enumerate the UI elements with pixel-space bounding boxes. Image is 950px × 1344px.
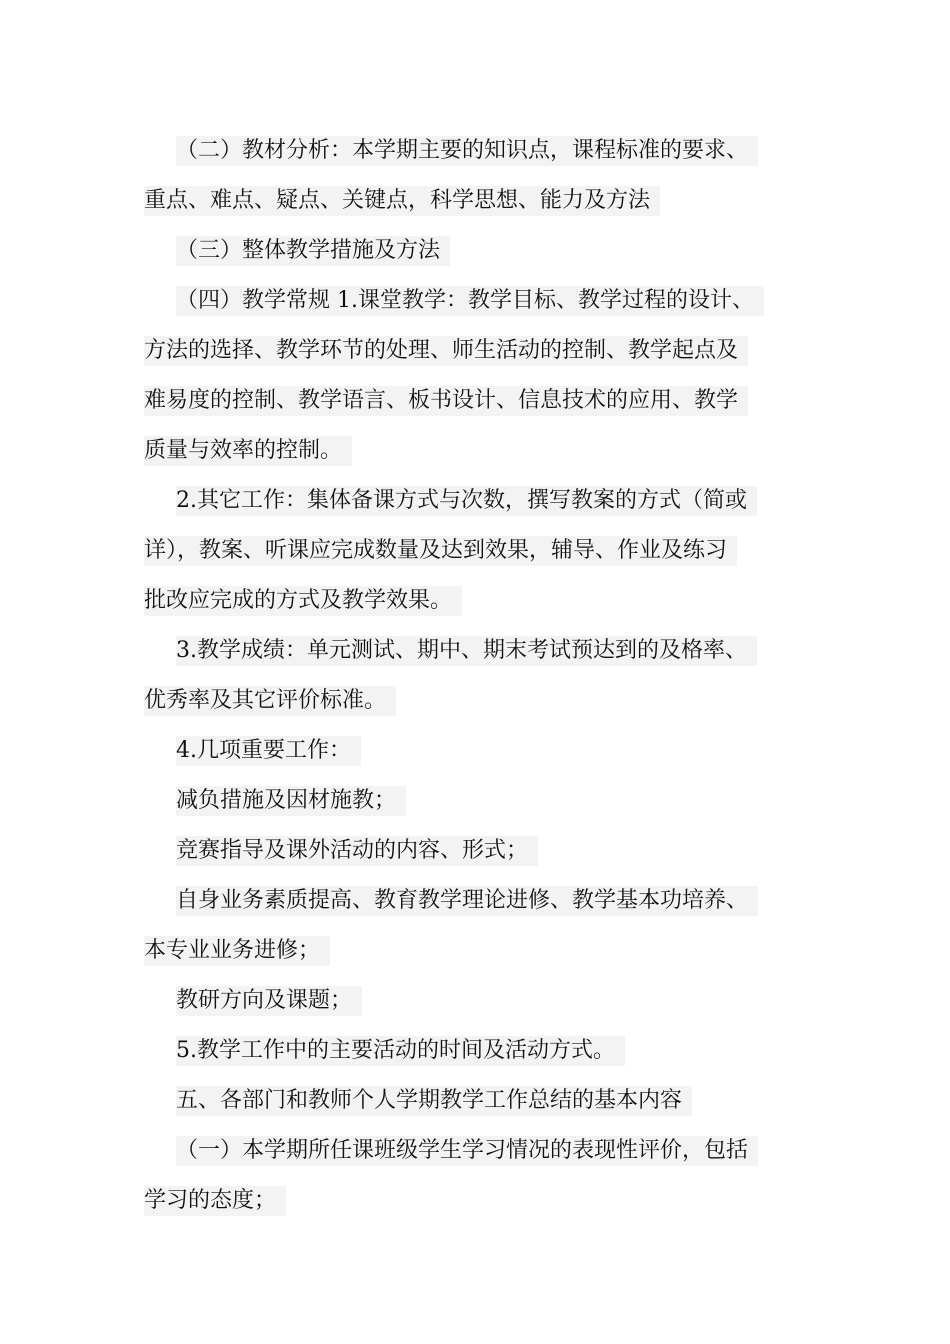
text-line: 本专业业务进修； — [144, 936, 330, 966]
text-line: 优秀率及其它评价标准。 — [144, 686, 396, 716]
text-line: 竞赛指导及课外活动的内容、形式； — [176, 836, 538, 866]
text-line: 批改应完成的方式及教学效果。 — [144, 586, 462, 616]
text-line: 自身业务素质提高、教育教学理论进修、教学基本功培养、 — [176, 886, 758, 916]
text-line: 重点、难点、疑点、关键点，科学思想、能力及方法 — [144, 186, 660, 216]
text-line: 学习的态度； — [144, 1186, 286, 1216]
text-line: （三）整体教学措施及方法 — [176, 236, 450, 266]
text-line: 难易度的控制、教学语言、板书设计、信息技术的应用、教学 — [144, 386, 748, 416]
text-line: 2.其它工作：集体备课方式与次数，撰写教案的方式（简或 — [176, 486, 757, 516]
text-line: 3.教学成绩：单元测试、期中、期末考试预达到的及格率、 — [176, 636, 757, 666]
text-line: 减负措施及因材施教； — [176, 786, 406, 816]
text-line: 5.教学工作中的主要活动的时间及活动方式。 — [176, 1036, 625, 1066]
text-line: 质量与效率的控制。 — [144, 436, 352, 466]
text-line: 教研方向及课题； — [176, 986, 362, 1016]
text-line: 4.几项重要工作： — [176, 736, 361, 766]
text-line: （四）教学常规 1.课堂教学：教学目标、教学过程的设计、 — [176, 286, 764, 316]
text-line: 方法的选择、教学环节的处理、师生活动的控制、教学起点及 — [144, 336, 748, 366]
text-line: 详），教案、听课应完成数量及达到效果，辅导、作业及练习 — [144, 536, 737, 566]
text-line: （二）教材分析：本学期主要的知识点，课程标准的要求、 — [176, 136, 758, 166]
text-line: （一）本学期所任课班级学生学习情况的表现性评价，包括 — [176, 1136, 758, 1166]
text-line: 五、各部门和教师个人学期教学工作总结的基本内容 — [176, 1086, 692, 1116]
